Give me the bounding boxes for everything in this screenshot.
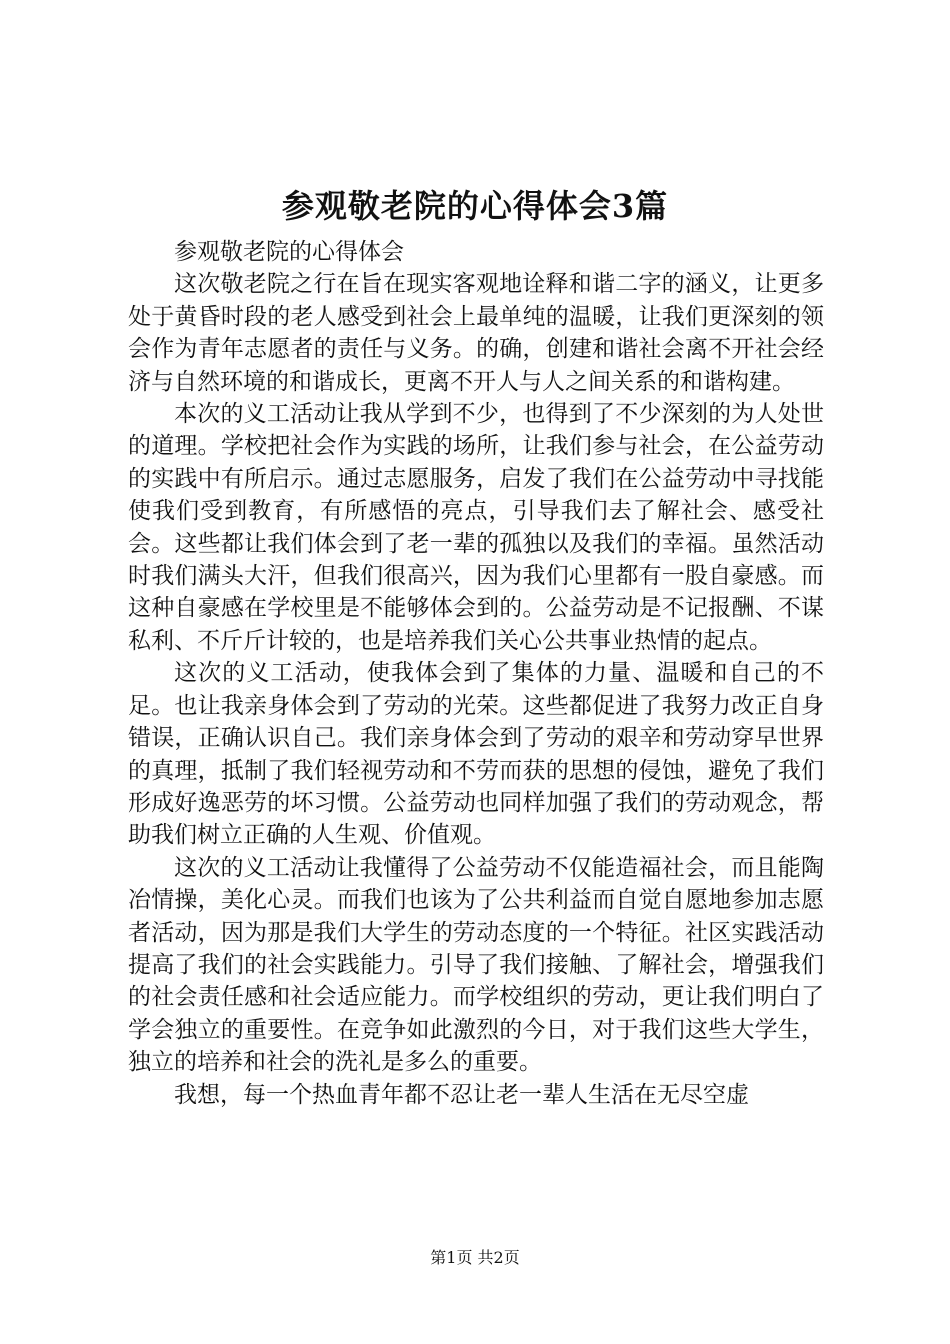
paragraph-5: 我想，每一个热血青年都不忍让老一辈人生活在无尽空虚 — [174, 1081, 749, 1108]
paragraph-3: 这次的义工活动，使我体会到了集体的力量、温暖和自己的不足。也让我亲身体会到了劳动的光荣。这些都促进了我努力改正自身错误，正确认识自己。我们亲身体会到了劳动的艰辛和劳动穿早世界的真理，抵制了我们轻视劳动和不劳而获的思想的侵蚀，避免了我们形成好逸恶劳的坏习惯。公益劳动也同样加强了我们的劳动观念，帮助我们树立正确的人生观、价值观。 — [128, 660, 824, 849]
paragraph-1: 这次敬老院之行在旨在现实客观地诠释和谐二字的涵义，让更多处于黄昏时段的老人感受到社会上最单纯的温暖，让我们更深刻的领会作为青年志愿者的责任与义务。的确，创建和谐社会离不开社会经济与自然环境的和谐成长，更离不开人与人之间关系的和谐构建。 — [128, 271, 824, 395]
paragraph-4: 这次的义工活动让我懂得了公益劳动不仅能造福社会，而且能陶冶情操，美化心灵。而我们也该为了公共利益而自觉自愿地参加志愿者活动，因为那是我们大学生的劳动态度的一个特征。社区实践活动提高了我们的社会实践能力。引导了我们接触、了解社会，增强我们的社会责任感和社会适应能力。而学校组织的劳动，更让我们明白了学会独立的重要性。在竞争如此激烈的今日，对于我们这些大学生，独立的培养和社会的洗礼是多么的重要。 — [128, 854, 824, 1076]
document-body — [128, 236, 824, 1111]
document-title: 参观敬老院的心得体会3篇 — [281, 187, 669, 225]
page-footer: 第1页 共2页 — [430, 1248, 520, 1267]
section-subtitle: 参观敬老院的心得体会 — [174, 239, 404, 265]
paragraph-2: 本次的义工活动让我从学到不少，也得到了不少深刻的为人处世的道理。学校把社会作为实践的场所，让我们参与社会，在公益劳动的实践中有所启示。通过志愿服务，启发了我们在公益劳动中寻找能使我们受到教育，有所感悟的亮点，引导我们去了解社会、感受社会。这些都让我们体会到了老一辈的孤独以及我们的幸福。虽然活动时我们满头大汗，但我们很高兴，因为我们心里都有一股自豪感。而这种自豪感在学校里是不能够体会到的。公益劳动是不记报酬、不谋私利、不斤斤计较的，也是培养我们关心公共事业热情的起点。 — [128, 401, 824, 654]
